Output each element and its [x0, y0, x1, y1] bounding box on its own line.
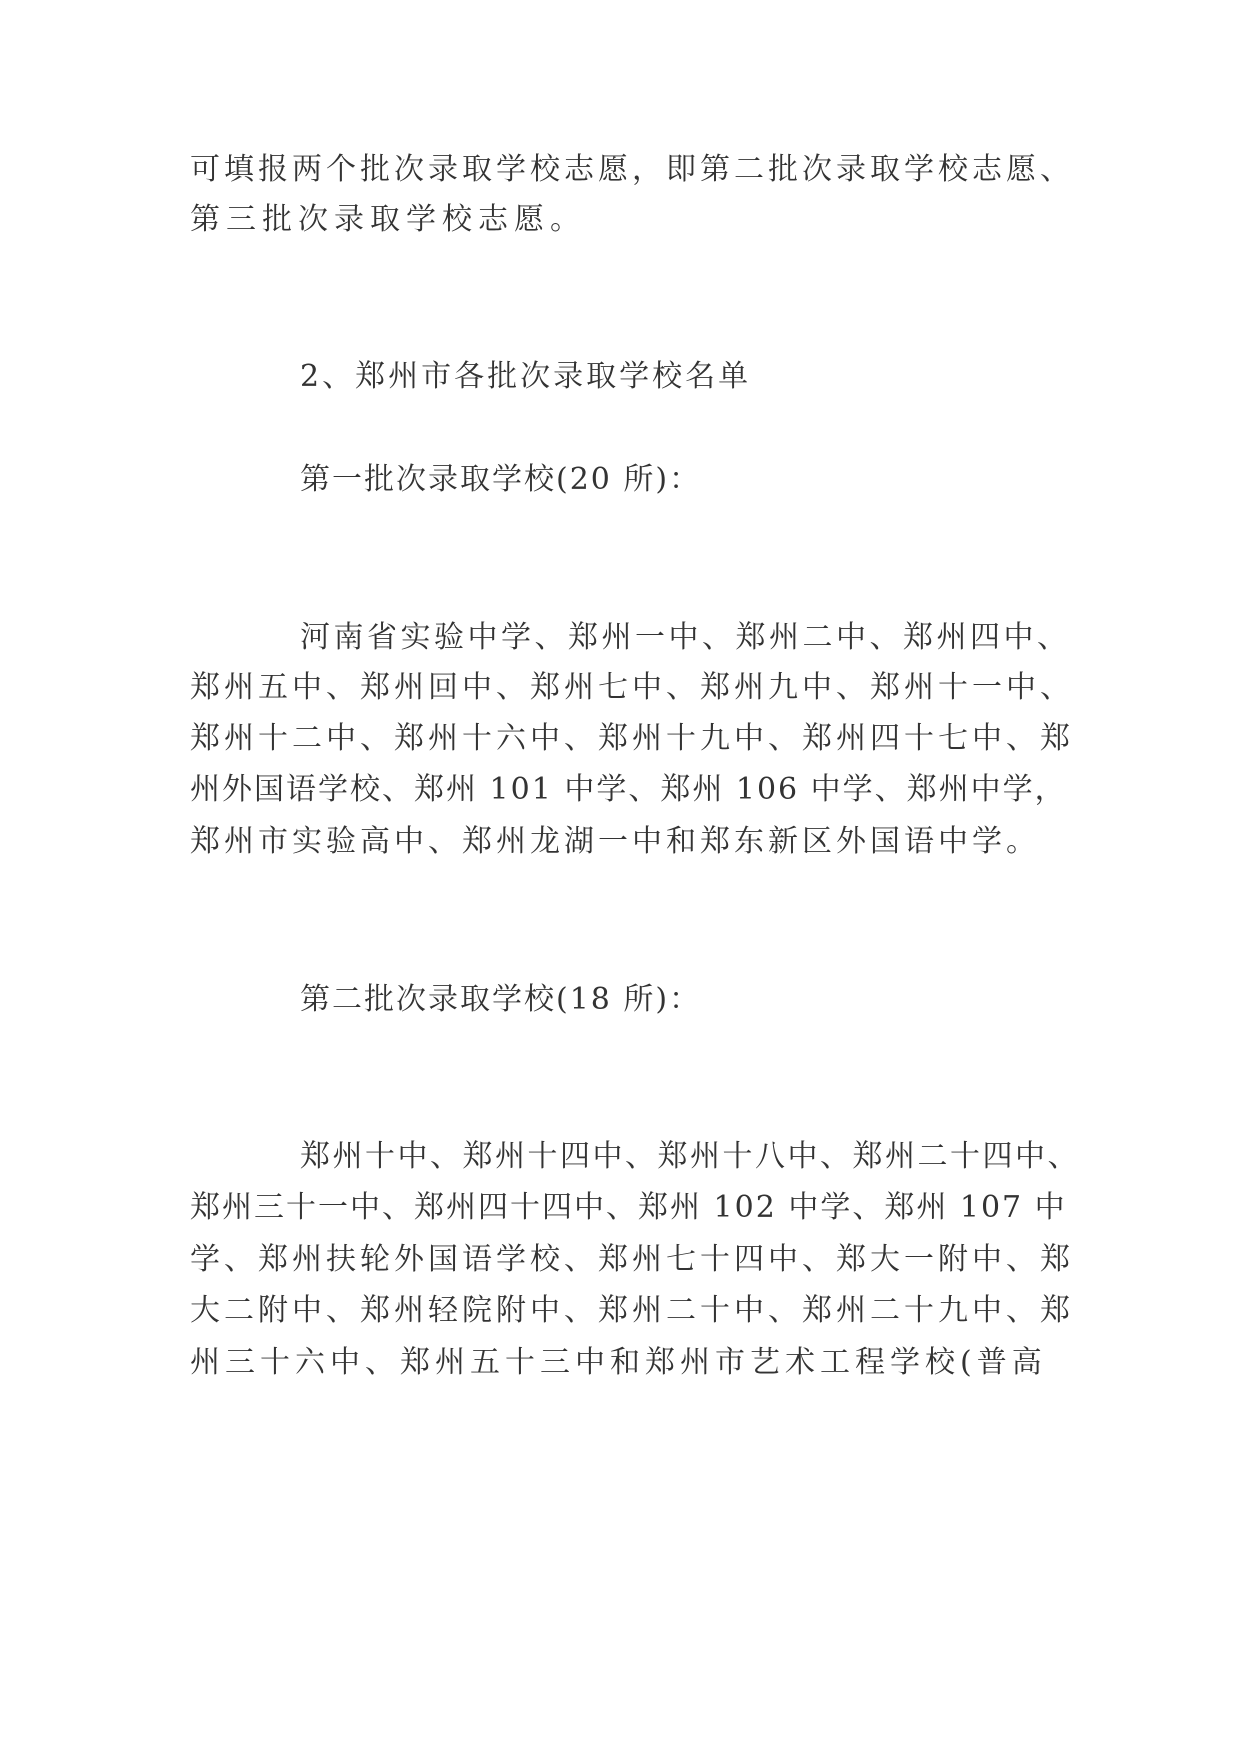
batch2-line-3: 学、郑州扶轮外国语学校、郑州七十四中、郑大一附中、郑 [190, 1242, 1074, 1277]
batch1-line-1: 河南省实验中学、郑州一中、郑州二中、郑州四中、 [300, 620, 1071, 655]
batch2-line-1: 郑州十中、郑州十四中、郑州十八中、郑州二十四中、 [300, 1139, 1080, 1174]
intro-line-1: 可填报两个批次录取学校志愿，即第二批次录取学校志愿、 [190, 152, 1074, 187]
intro-line-2: 第三批次录取学校志愿。 [190, 202, 586, 237]
batch1-line-2: 郑州五中、郑州回中、郑州七中、郑州九中、郑州十一中、 [190, 670, 1074, 705]
batch1-line-3: 郑州十二中、郑州十六中、郑州十九中、郑州四十七中、郑 [190, 721, 1074, 756]
batch2-line-2: 郑州三十一中、郑州四十四中、郑州 102 中学、郑州 107 中 [190, 1190, 1067, 1225]
section-heading: 2、郑州市各批次录取学校名单 [300, 359, 752, 394]
batch1-title: 第一批次录取学校(20 所)： [300, 462, 702, 497]
batch2-title: 第二批次录取学校(18 所)： [300, 982, 702, 1017]
batch1-line-4: 州外国语学校、郑州 101 中学、郑州 106 中学、郑州中学， [190, 772, 1067, 807]
batch2-line-5: 州三十六中、郑州五十三中和郑州市艺术工程学校(普高 [190, 1345, 1047, 1380]
batch1-line-5: 郑州市实验高中、郑州龙湖一中和郑东新区外国语中学。 [190, 824, 1040, 859]
batch2-line-4: 大二附中、郑州轻院附中、郑州二十中、郑州二十九中、郑 [190, 1293, 1074, 1328]
